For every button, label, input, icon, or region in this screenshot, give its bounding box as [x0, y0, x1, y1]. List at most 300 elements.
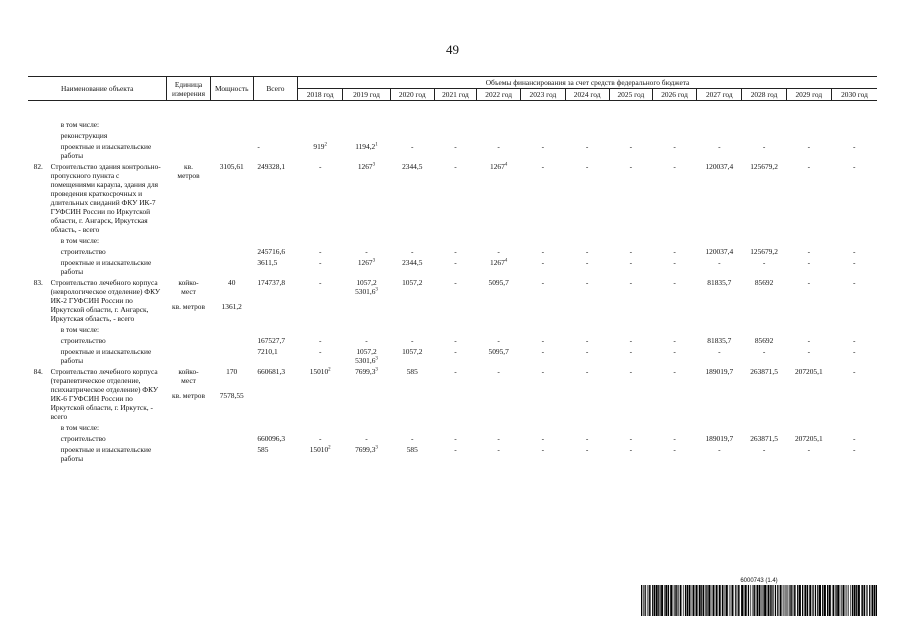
year-value — [697, 324, 742, 335]
year-value — [565, 422, 609, 433]
year-value: - — [673, 434, 676, 443]
header-year: 2026 год — [652, 89, 696, 101]
barcode-bar — [841, 585, 842, 616]
year-value: - — [852, 278, 856, 287]
table-row — [28, 130, 877, 141]
year-value — [697, 422, 742, 433]
capacity: 3105,61 — [219, 162, 244, 171]
unit: койко-мест — [178, 278, 199, 296]
header-year: 2020 год — [390, 89, 434, 101]
year-value: - — [541, 278, 545, 287]
unit-cell — [167, 324, 210, 335]
barcode-bar — [668, 585, 669, 616]
year-value: - — [629, 347, 633, 356]
table-row — [28, 277, 877, 324]
capacity-secondary: 7578,55 — [219, 391, 244, 400]
total-value: 174737,8 — [257, 278, 286, 287]
object-name: в том числе: — [60, 236, 100, 245]
year-value: - — [629, 445, 633, 454]
barcode-bar — [804, 585, 806, 616]
year-value — [434, 119, 476, 130]
year-value — [390, 130, 434, 141]
capacity-cell — [210, 433, 253, 444]
year-value: - — [673, 247, 676, 256]
year-value — [390, 119, 434, 130]
year-value: - — [629, 247, 633, 256]
year-value — [477, 235, 521, 246]
year-value — [742, 119, 786, 130]
table-body — [28, 101, 877, 465]
unit-cell — [167, 119, 210, 130]
year-value — [742, 235, 786, 246]
year-value: 1057,2 — [402, 347, 423, 356]
barcode-bar — [745, 585, 747, 616]
barcode-bar — [685, 585, 686, 616]
year-value — [390, 324, 434, 335]
year-value: - — [585, 336, 589, 345]
header-total: Всего — [253, 77, 297, 101]
capacity-cell — [210, 346, 253, 366]
year-value — [652, 130, 696, 141]
header-year: 2024 год — [565, 89, 609, 101]
year-value — [298, 235, 343, 246]
year-value: - — [807, 347, 811, 356]
year-value — [786, 235, 831, 246]
year-value: 207205,1 — [794, 367, 823, 376]
year-value: - — [629, 278, 633, 287]
page-number: 49 — [446, 42, 459, 57]
barcode-bar — [872, 585, 874, 616]
barcode-bar — [748, 585, 749, 616]
year-value: 120037,4 — [705, 247, 734, 256]
year-value: - — [852, 347, 856, 356]
year-value: - — [541, 434, 545, 443]
capacity-cell — [210, 161, 253, 235]
capacity-cell — [210, 257, 253, 277]
barcode-bar — [791, 585, 792, 616]
barcode-bar — [876, 585, 877, 616]
year-value: 2344,5 — [402, 258, 423, 267]
total-value — [253, 324, 297, 335]
year-value — [609, 119, 652, 130]
year-value: 120037,4 — [705, 162, 734, 171]
table-header — [28, 77, 877, 101]
year-value: 263871,5 — [750, 434, 778, 443]
year-value: - — [718, 142, 721, 151]
barcode — [641, 578, 877, 621]
year-value: - — [673, 445, 676, 454]
unit-cell — [167, 433, 210, 444]
capacity-cell — [210, 130, 253, 141]
total-value: 660681,3 — [257, 367, 286, 376]
year-value: - — [807, 247, 811, 256]
year-value — [652, 119, 696, 130]
footnote-marker: 2 — [328, 445, 331, 451]
year-value: - — [718, 347, 721, 356]
capacity: 40 — [228, 278, 236, 287]
header-capacity: Мощность — [210, 77, 253, 101]
table-row — [28, 257, 877, 277]
year-value: - — [585, 247, 589, 256]
barcode-bar — [797, 585, 798, 616]
year-value — [521, 119, 565, 130]
object-name: строительство — [60, 247, 106, 256]
year-value: - — [454, 258, 457, 267]
year-value: 189019,7 — [705, 434, 734, 443]
year-value: 1194,2$^1$ — [355, 142, 378, 151]
barcode-bar — [788, 585, 789, 616]
barcode-bar — [705, 585, 706, 616]
barcode-bar — [696, 585, 698, 616]
header-year: 2029 год — [786, 89, 831, 101]
year-value: - — [318, 258, 322, 267]
barcode-bar — [726, 585, 728, 616]
header-year: 2025 год — [609, 89, 652, 101]
year-value: - — [541, 142, 545, 151]
barcode-bar — [660, 585, 661, 616]
barcode-bar — [771, 585, 772, 616]
barcode-bar — [835, 585, 836, 616]
barcode-bar — [683, 585, 684, 616]
barcode-bar — [752, 585, 753, 616]
year-value: - — [852, 336, 856, 345]
unit-cell — [167, 444, 210, 464]
year-value: - — [807, 278, 811, 287]
year-value: - — [454, 162, 457, 171]
barcode-bar — [645, 585, 646, 616]
barcode-bar — [795, 585, 796, 616]
capacity-secondary: 1361,2 — [221, 302, 242, 311]
total-value: 7210,1 — [257, 347, 278, 356]
year-value: - — [585, 434, 589, 443]
year-value: - — [673, 258, 676, 267]
year-value: - — [673, 142, 676, 151]
barcode-bar — [670, 585, 672, 616]
footnote-marker: 3 — [372, 258, 376, 264]
year-value: - — [541, 347, 545, 356]
year-value — [521, 324, 565, 335]
barcode-bar — [699, 585, 701, 616]
capacity-cell — [210, 335, 253, 346]
year-value: - — [411, 142, 414, 151]
year-value — [477, 119, 521, 130]
unit-cell — [167, 346, 210, 366]
year-value — [742, 130, 786, 141]
year-value: - — [318, 278, 322, 287]
footnote-marker: 2 — [328, 367, 331, 373]
year-value — [742, 324, 786, 335]
header-year: 2021 год — [434, 89, 476, 101]
unit-secondary: кв. метров — [172, 391, 205, 400]
barcode-bar — [729, 585, 730, 616]
barcode-bar — [664, 585, 665, 616]
year-value — [565, 119, 609, 130]
object-name: реконструкция — [60, 131, 108, 140]
year-value — [390, 422, 434, 433]
barcode-bar — [713, 585, 715, 616]
barcode-bar — [784, 585, 785, 616]
total-value — [253, 119, 297, 130]
capacity-cell — [210, 366, 253, 422]
row-number — [28, 119, 49, 130]
barcode-bar — [846, 585, 847, 616]
year-value: - — [585, 445, 589, 454]
footnote-marker: 3 — [375, 367, 378, 373]
barcode-bar — [824, 585, 826, 616]
object-name: строительство — [60, 336, 106, 345]
year-value: - — [585, 347, 589, 356]
barcode-bar — [741, 585, 743, 616]
capacity-cell — [210, 324, 253, 335]
unit-cell — [167, 235, 210, 246]
year-value: - — [318, 247, 322, 256]
barcode-bar — [701, 585, 702, 616]
barcode-bar — [674, 585, 675, 616]
year-value: 2344,5 — [402, 162, 423, 171]
total-value: 249328,1 — [257, 162, 286, 171]
year-value: - — [762, 258, 766, 267]
year-value: 7699,3$^3$ — [355, 367, 378, 376]
barcode-bar — [768, 585, 769, 616]
barcode-bar — [650, 585, 651, 616]
unit-cell — [167, 141, 210, 161]
year-value: - — [365, 247, 368, 256]
barcode-bar — [767, 585, 768, 616]
unit-cell — [167, 366, 210, 422]
year-value — [343, 130, 390, 141]
year-value — [831, 130, 877, 141]
year-value: - — [497, 247, 500, 256]
year-value — [434, 422, 476, 433]
header-unit: Единица измерения — [167, 77, 210, 101]
barcode-bar — [862, 585, 863, 616]
header-group: Объемы финансирования за счет средств федерального бюджета — [298, 77, 877, 89]
header-year: 2030 год — [831, 89, 877, 101]
barcode-bar — [812, 585, 813, 616]
object-name: Строительство здания контрольно-пропускного пункта с помещениями караула, здания для проведения краткосрочных и длительных свиданий ФКУ ИК-7 ГУФСИН России по Иркутской области, г. Ангарск, Иркутская область, - всего — [50, 162, 161, 234]
barcode-bar — [822, 585, 823, 616]
barcode-bar — [807, 585, 808, 616]
year-value: - — [497, 336, 500, 345]
footnote-marker: 4 — [504, 162, 508, 168]
year-value: - — [454, 445, 457, 454]
row-number — [28, 246, 49, 257]
year-value — [298, 422, 343, 433]
header-name: Наименование объекта — [28, 77, 167, 101]
year-value: - — [541, 258, 545, 267]
year-value: 5095,7 — [488, 278, 509, 287]
year-value: - — [541, 367, 545, 376]
barcode-bar — [689, 585, 691, 616]
unit-cell — [167, 335, 210, 346]
year-value: - — [541, 336, 545, 345]
object-name: в том числе: — [60, 120, 100, 129]
year-value: - — [365, 434, 368, 443]
year-value — [521, 235, 565, 246]
barcode-bar — [802, 585, 803, 616]
barcode-bar — [682, 585, 683, 616]
year-value: - — [497, 445, 500, 454]
year-value: 1267$^3$ — [357, 162, 376, 171]
barcode-bar — [799, 585, 801, 616]
year-value: - — [497, 434, 500, 443]
barcode-bar — [647, 585, 648, 616]
year-value: - — [718, 258, 721, 267]
year-value: - — [585, 278, 589, 287]
year-value: $919^2$ — [313, 142, 327, 151]
year-value: - — [585, 142, 589, 151]
barcode-bar — [703, 585, 704, 616]
year-value — [609, 130, 652, 141]
year-value: 1057,2 — [402, 278, 423, 287]
object-name: строительство — [60, 434, 106, 443]
capacity-cell — [210, 444, 253, 464]
unit-cell — [167, 130, 210, 141]
year-value: - — [807, 445, 811, 454]
unit-cell — [167, 257, 210, 277]
row-number — [28, 444, 49, 464]
row-number — [28, 257, 49, 277]
object-name: проектные и изыскательские работы — [60, 142, 152, 160]
year-value: - — [541, 445, 545, 454]
barcode-bar — [739, 585, 740, 616]
year-value: - — [585, 367, 589, 376]
barcode-bar — [833, 585, 834, 616]
year-value: - — [629, 142, 633, 151]
table-row — [28, 366, 877, 422]
barcode-bar — [693, 585, 694, 616]
year-value: - — [807, 258, 811, 267]
year-value — [697, 119, 742, 130]
year-value: - — [497, 142, 500, 151]
barcode-bar — [787, 585, 788, 616]
year-value: 81835,7 — [707, 278, 732, 287]
total-value — [253, 422, 297, 433]
year-value — [298, 119, 343, 130]
barcode-bar — [847, 585, 848, 616]
year-value: - — [454, 367, 457, 376]
year-value: - — [852, 258, 856, 267]
row-number — [28, 235, 49, 246]
year-value: - — [411, 247, 414, 256]
year-value: - — [318, 336, 322, 345]
unit-secondary: кв. метров — [172, 302, 205, 311]
year-value: - — [629, 367, 633, 376]
year-value — [565, 324, 609, 335]
object-name: проектные и изыскательские работы — [60, 258, 152, 276]
capacity-cell — [210, 277, 253, 324]
year-value — [343, 119, 390, 130]
barcode-bar — [864, 585, 865, 616]
barcode-bar — [773, 585, 774, 616]
year-value — [521, 130, 565, 141]
year-value — [742, 422, 786, 433]
barcode-bar — [827, 585, 828, 616]
barcode-bar — [829, 585, 831, 616]
barcode-bar — [770, 585, 771, 616]
year-value — [434, 130, 476, 141]
unit-cell — [167, 161, 210, 235]
barcode-bar — [652, 585, 653, 616]
year-value: 1267$^3$ — [357, 258, 376, 267]
unit-cell — [167, 246, 210, 257]
table-row — [28, 335, 877, 346]
row-number — [28, 433, 49, 444]
barcode-bar — [673, 585, 674, 616]
barcode-bar — [837, 585, 839, 616]
year-value — [697, 130, 742, 141]
barcode-bar — [725, 585, 726, 616]
total-value: 167527,7 — [257, 336, 286, 345]
object-name: Строительство лечебного корпуса (терапевтическое отделение, психиатрическое отделение) ФКУ ИК-6 ГУФСИН России по Иркутской области, г. Иркутск, - всего — [50, 367, 159, 421]
year-value: - — [852, 142, 856, 151]
barcode-bar — [832, 585, 833, 616]
unit-cell — [167, 422, 210, 433]
year-value — [390, 235, 434, 246]
capacity-cell — [210, 422, 253, 433]
barcode-bar — [866, 585, 867, 616]
year-value: - — [762, 142, 766, 151]
year-value: - — [318, 434, 322, 443]
row-number: 82. — [33, 162, 43, 171]
capacity-cell — [210, 235, 253, 246]
table-row — [28, 422, 877, 433]
year-value — [786, 130, 831, 141]
row-number: 84. — [33, 367, 43, 376]
total-value: 245716,6 — [257, 247, 286, 256]
unit: койко-мест — [178, 367, 199, 385]
year-value — [652, 422, 696, 433]
table-row — [28, 433, 877, 444]
year-value: - — [541, 162, 545, 171]
footnote-marker: 1 — [375, 142, 378, 148]
footnote-marker: 3 — [372, 162, 376, 168]
barcode-bar — [789, 585, 790, 616]
total-value — [253, 235, 297, 246]
year-value: - — [629, 336, 633, 345]
barcode-bar — [840, 585, 841, 616]
year-value: - — [411, 336, 414, 345]
barcode-bar — [692, 585, 693, 616]
year-value: 189019,7 — [705, 367, 734, 376]
capacity-cell — [210, 119, 253, 130]
barcode-bar — [695, 585, 696, 616]
total-value: - — [257, 142, 260, 151]
barcode-bar — [753, 585, 754, 616]
year-value: - — [629, 258, 633, 267]
barcode-bar — [850, 585, 851, 616]
barcode-bar — [861, 585, 862, 616]
barcode-bar — [858, 585, 860, 616]
barcode-bar — [719, 585, 721, 616]
year-value: - — [585, 258, 589, 267]
year-value: 1057,2 5301,6$^3$ — [355, 347, 378, 365]
year-value: - — [852, 445, 856, 454]
capacity-cell — [210, 246, 253, 257]
table-row — [28, 346, 877, 366]
year-value: 1267$^4$ — [490, 258, 508, 267]
barcode-bar — [854, 585, 856, 616]
year-value: - — [629, 434, 633, 443]
year-value: 585 — [406, 445, 418, 454]
barcode-bar — [759, 585, 760, 616]
total-value: 660096,3 — [257, 434, 286, 443]
barcode-bar — [665, 585, 667, 616]
year-value — [477, 324, 521, 335]
year-value — [565, 235, 609, 246]
year-value: - — [673, 367, 676, 376]
total-value — [253, 130, 297, 141]
